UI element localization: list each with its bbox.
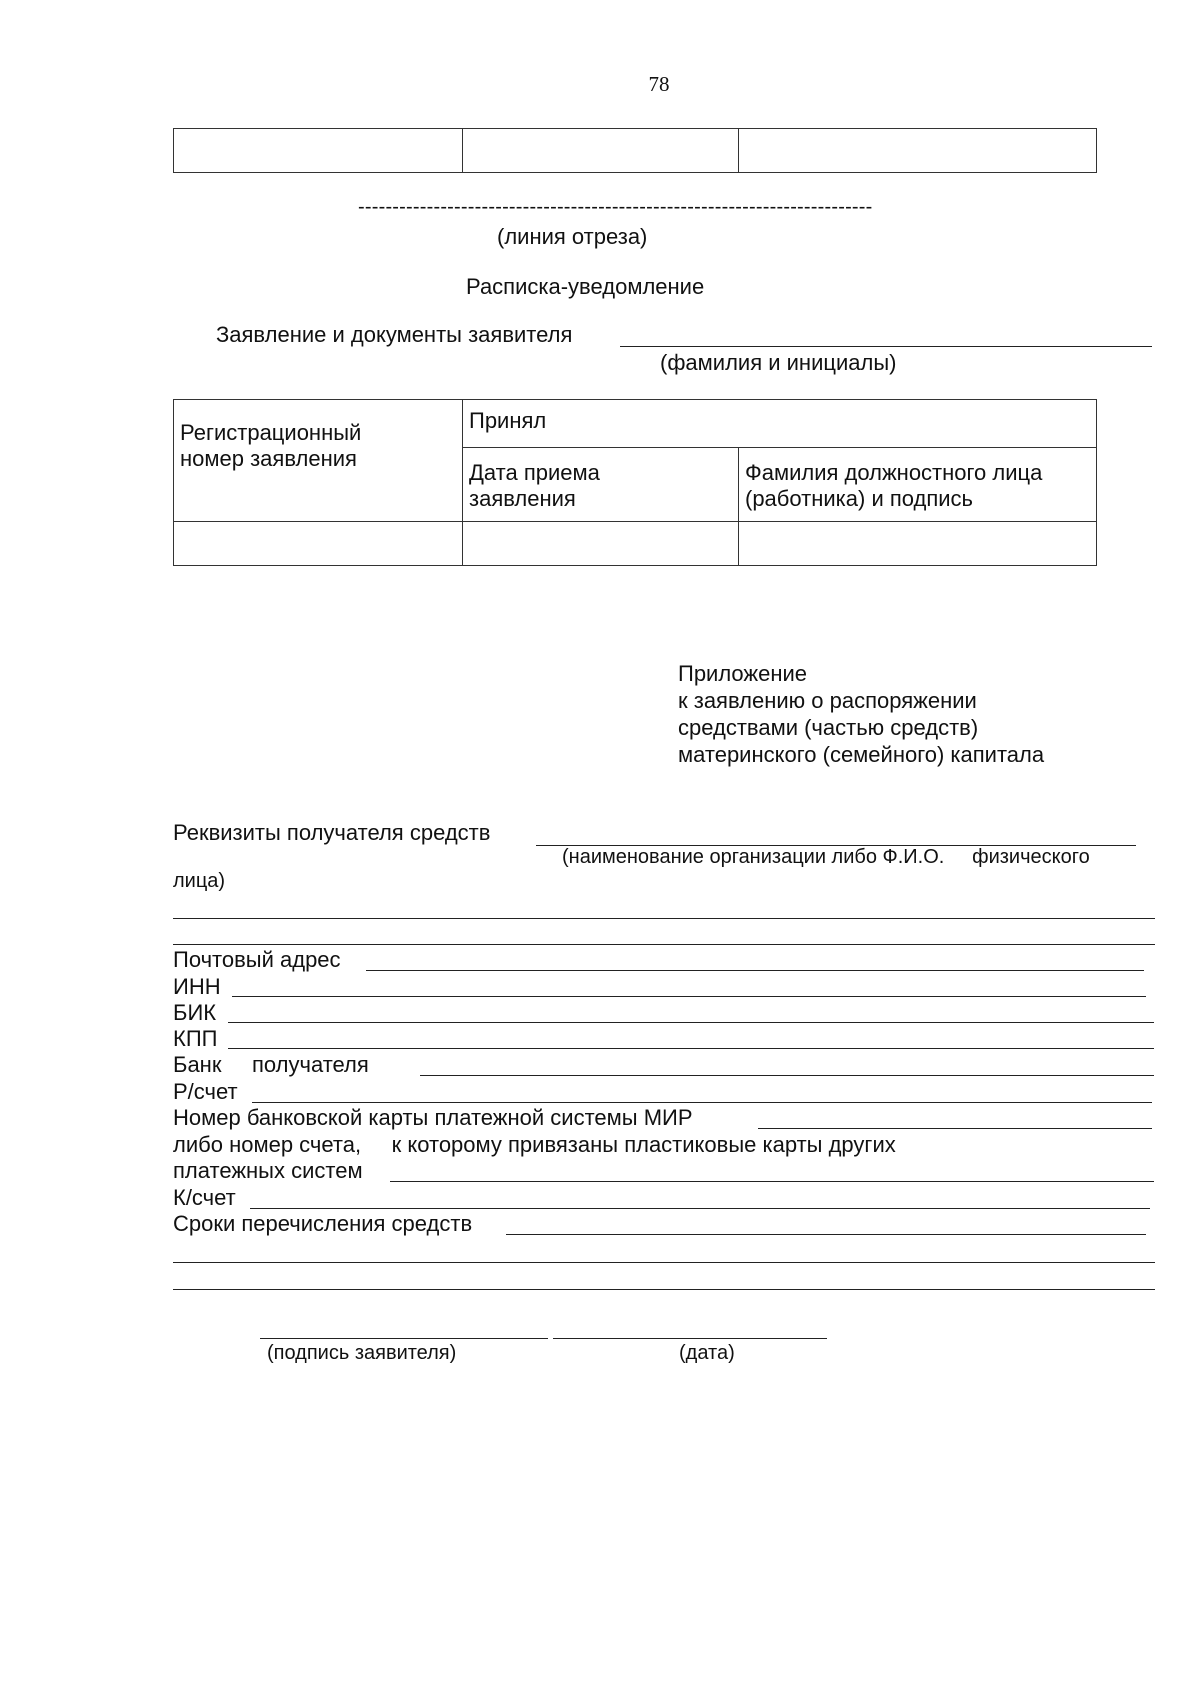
kschet-field[interactable] xyxy=(250,1208,1150,1209)
date-field[interactable] xyxy=(553,1338,827,1339)
page-number: 78 xyxy=(648,72,670,96)
account-line-1: либо номер счета, к которому привязаны пластиковые карты других xyxy=(173,1132,896,1157)
terms-label: Сроки перечисления средств xyxy=(173,1211,473,1236)
receipt-title: Расписка-уведомление xyxy=(466,274,705,299)
applicant-name-field[interactable] xyxy=(620,346,1152,347)
postal-label: Почтовый адрес xyxy=(173,947,341,972)
cut-line-dashes: --------------------------------------------------------------------------- xyxy=(358,196,873,218)
appendix-line-4: материнского (семейного) капитала xyxy=(678,742,1045,767)
bank-field[interactable] xyxy=(420,1075,1154,1076)
top-table-cell[interactable] xyxy=(463,129,739,173)
signature-field[interactable] xyxy=(260,1338,548,1339)
card-field[interactable] xyxy=(758,1128,1152,1129)
official-header: Фамилия должностного лица (работника) и подпись xyxy=(739,448,1097,522)
terms-extra-line-2[interactable] xyxy=(173,1289,1155,1290)
account-field[interactable] xyxy=(390,1181,1154,1182)
bik-field[interactable] xyxy=(228,1022,1154,1023)
terms-extra-line-1[interactable] xyxy=(173,1262,1155,1263)
signature-caption: (подпись заявителя) xyxy=(267,1342,457,1364)
reg-number-header: Регистрационный номер заявления xyxy=(174,400,463,522)
date-caption: (дата) xyxy=(679,1342,735,1364)
kpp-field[interactable] xyxy=(228,1048,1154,1049)
inn-label: ИНН xyxy=(173,974,221,999)
reg-number-cell[interactable] xyxy=(174,522,463,566)
bik-label: БИК xyxy=(173,1000,217,1025)
kpp-label: КПП xyxy=(173,1026,218,1051)
postal-field[interactable] xyxy=(366,970,1144,971)
statement-label: Заявление и документы заявителя xyxy=(216,322,573,347)
account-line-2: платежных систем xyxy=(173,1158,363,1183)
rschet-label: Р/счет xyxy=(173,1079,238,1104)
top-empty-table xyxy=(173,128,1097,173)
recipient-extra-line-2[interactable] xyxy=(173,944,1155,945)
card-label: Номер банковской карты платежной системы МИР xyxy=(173,1105,693,1130)
receipt-table xyxy=(173,399,1097,566)
kschet-label: К/счет xyxy=(173,1185,236,1210)
appendix-line-3: средствами (частью средств) xyxy=(678,715,979,740)
terms-field[interactable] xyxy=(506,1234,1146,1235)
statement-caption: (фамилия и инициалы) xyxy=(660,350,897,375)
date-cell[interactable] xyxy=(463,522,739,566)
recipient-label: Реквизиты получателя средств xyxy=(173,820,491,845)
official-cell[interactable] xyxy=(739,522,1097,566)
appendix-line-1: Приложение xyxy=(678,661,808,686)
accepted-header: Принял xyxy=(463,400,1097,448)
appendix-line-2: к заявлению о распоряжении xyxy=(678,688,977,713)
top-table-cell[interactable] xyxy=(174,129,463,173)
top-table-cell[interactable] xyxy=(739,129,1097,173)
rschet-field[interactable] xyxy=(252,1102,1152,1103)
cut-line-caption: (линия отреза) xyxy=(497,224,648,249)
inn-field[interactable] xyxy=(232,996,1146,997)
recipient-caption: (наименование организации либо Ф.И.О. физического xyxy=(562,846,1090,868)
date-header: Дата приема заявления xyxy=(463,448,739,522)
recipient-extra-line-1[interactable] xyxy=(173,918,1155,919)
bank-label: Банк получателя xyxy=(173,1052,369,1077)
recipient-caption-cont: лица) xyxy=(173,870,226,892)
